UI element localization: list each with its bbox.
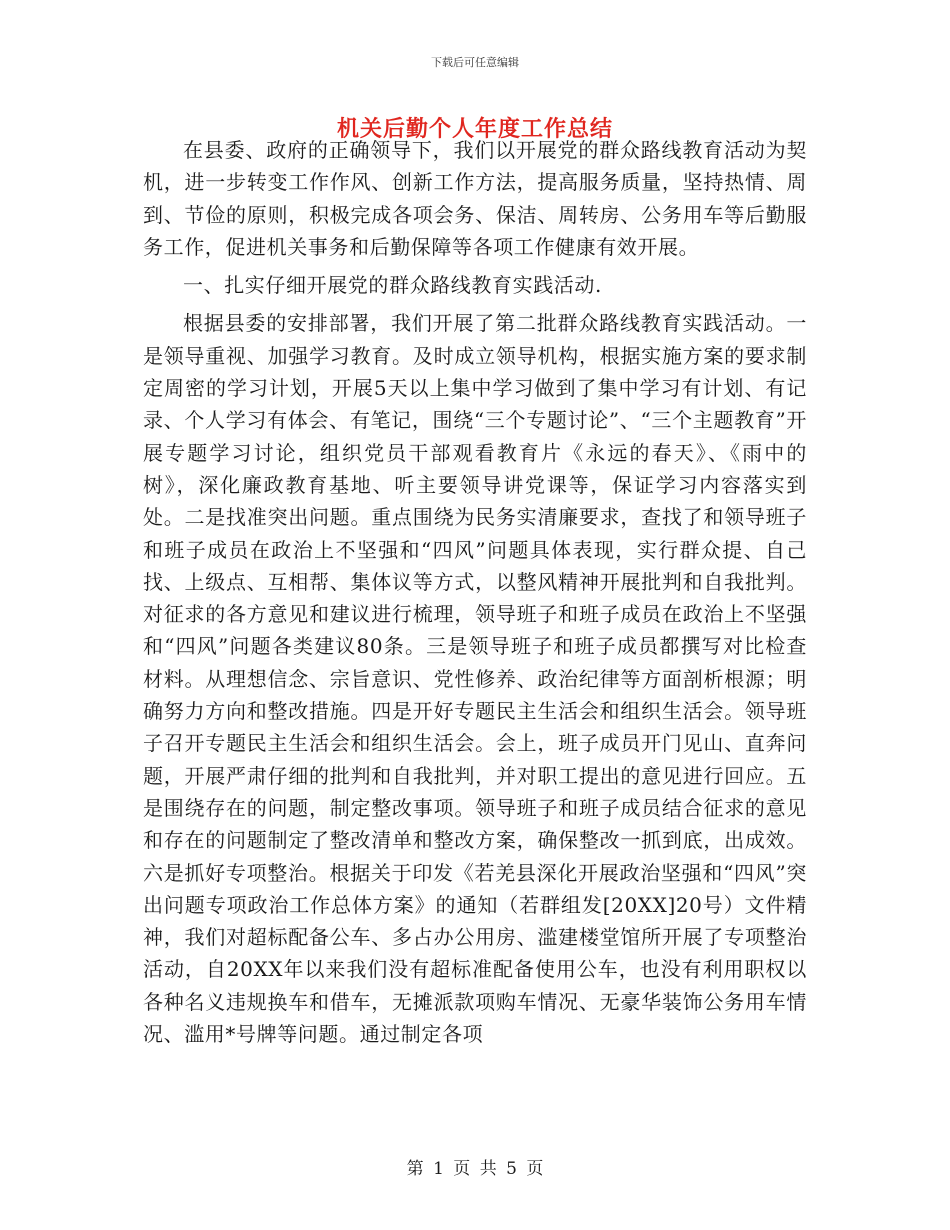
- document-body: [143, 134, 807, 1050]
- header-note: 下载后可任意编辑: [431, 56, 519, 69]
- page-indicator: 第 1 页 共 5 页: [406, 1159, 544, 1179]
- paragraph-body: 根据县委的安排部署，我们开展了第二批群众路线教育实践活动。一是领导重视、加强学习教育。及时成立领导机构，根据实施方案的要求制定周密的学习计划，开展5天以上集中学习做到了集中学习有计划、有记录、个人学习有体会、有笔记，围绕“三个专题讨论”、“三个主题教育”开展专题学习讨论，组织党员干部观看教育片《永远的春天》、《雨中的树》，深化廉政教育基地、听主要领导讲党课等，保证学习内容落实到处。二是找准突出问题。重点围绕为民务实清廉要求，查找了和领导班子和班子成员在政治上不坚强和“四风”问题具体表现，实行群众提、自己找、上级点、互相帮、集体议等方式，以整风精神开展批判和自我批判。对征求的各方意见和建议进行梳理，领导班子和班子成员在政治上不坚强和“四风”问题各类建议80条。三是领导班子和班子成员都撰写对比检查材料。从理想信念、宗旨意识、党性修养、政治纪律等方面剖析根源；明确努力方向和整改措施。四是开好专题民主生活会和组织生活会。领导班子召开专题民主生活会和组织生活会。会上，班子成员开门见山、直奔问题，开展严肃仔细的批判和自我批判，并对职工提出的意见进行回应。五是围绕存在的问题，制定整改事项。领导班子和班子成员结合征求的意见和存在的问题制定了整改清单和整改方案，确保整改一抓到底，出成效。六是抓好专项整治。根据关于印发《若羌县深化开展政治坚强和“四风”突出问题专项政治工作总体方案》的通知（若群组发[20XX]20号）文件精神，我们对超标配备公车、多占办公用房、滥建楼堂馆所开展了专项整治活动，自20XX年以来我们没有超标准配备使用公车，也没有利用职权以各种名义违规换车和借车，无摊派款项购车情况、无豪华装饰公务用车情况、滥用*号牌等问题。通过制定各项: [143, 311, 807, 1047]
- document-title: 机关后勤个人年度工作总结: [336, 116, 613, 142]
- section-heading: 一、扎实仔细开展党的群众路线教育实践活动.: [183, 273, 602, 298]
- paragraph-intro: 在县委、政府的正确领导下，我们以开展党的群众路线教育活动为契机，进一步转变工作作风、创新工作方法，提高服务质量，坚持热情、周到、节俭的原则，积极完成各项会务、保洁、周转房、公务用车等后勤服务工作，促进机关事务和后勤保障等各项工作健康有效开展。: [143, 138, 807, 259]
